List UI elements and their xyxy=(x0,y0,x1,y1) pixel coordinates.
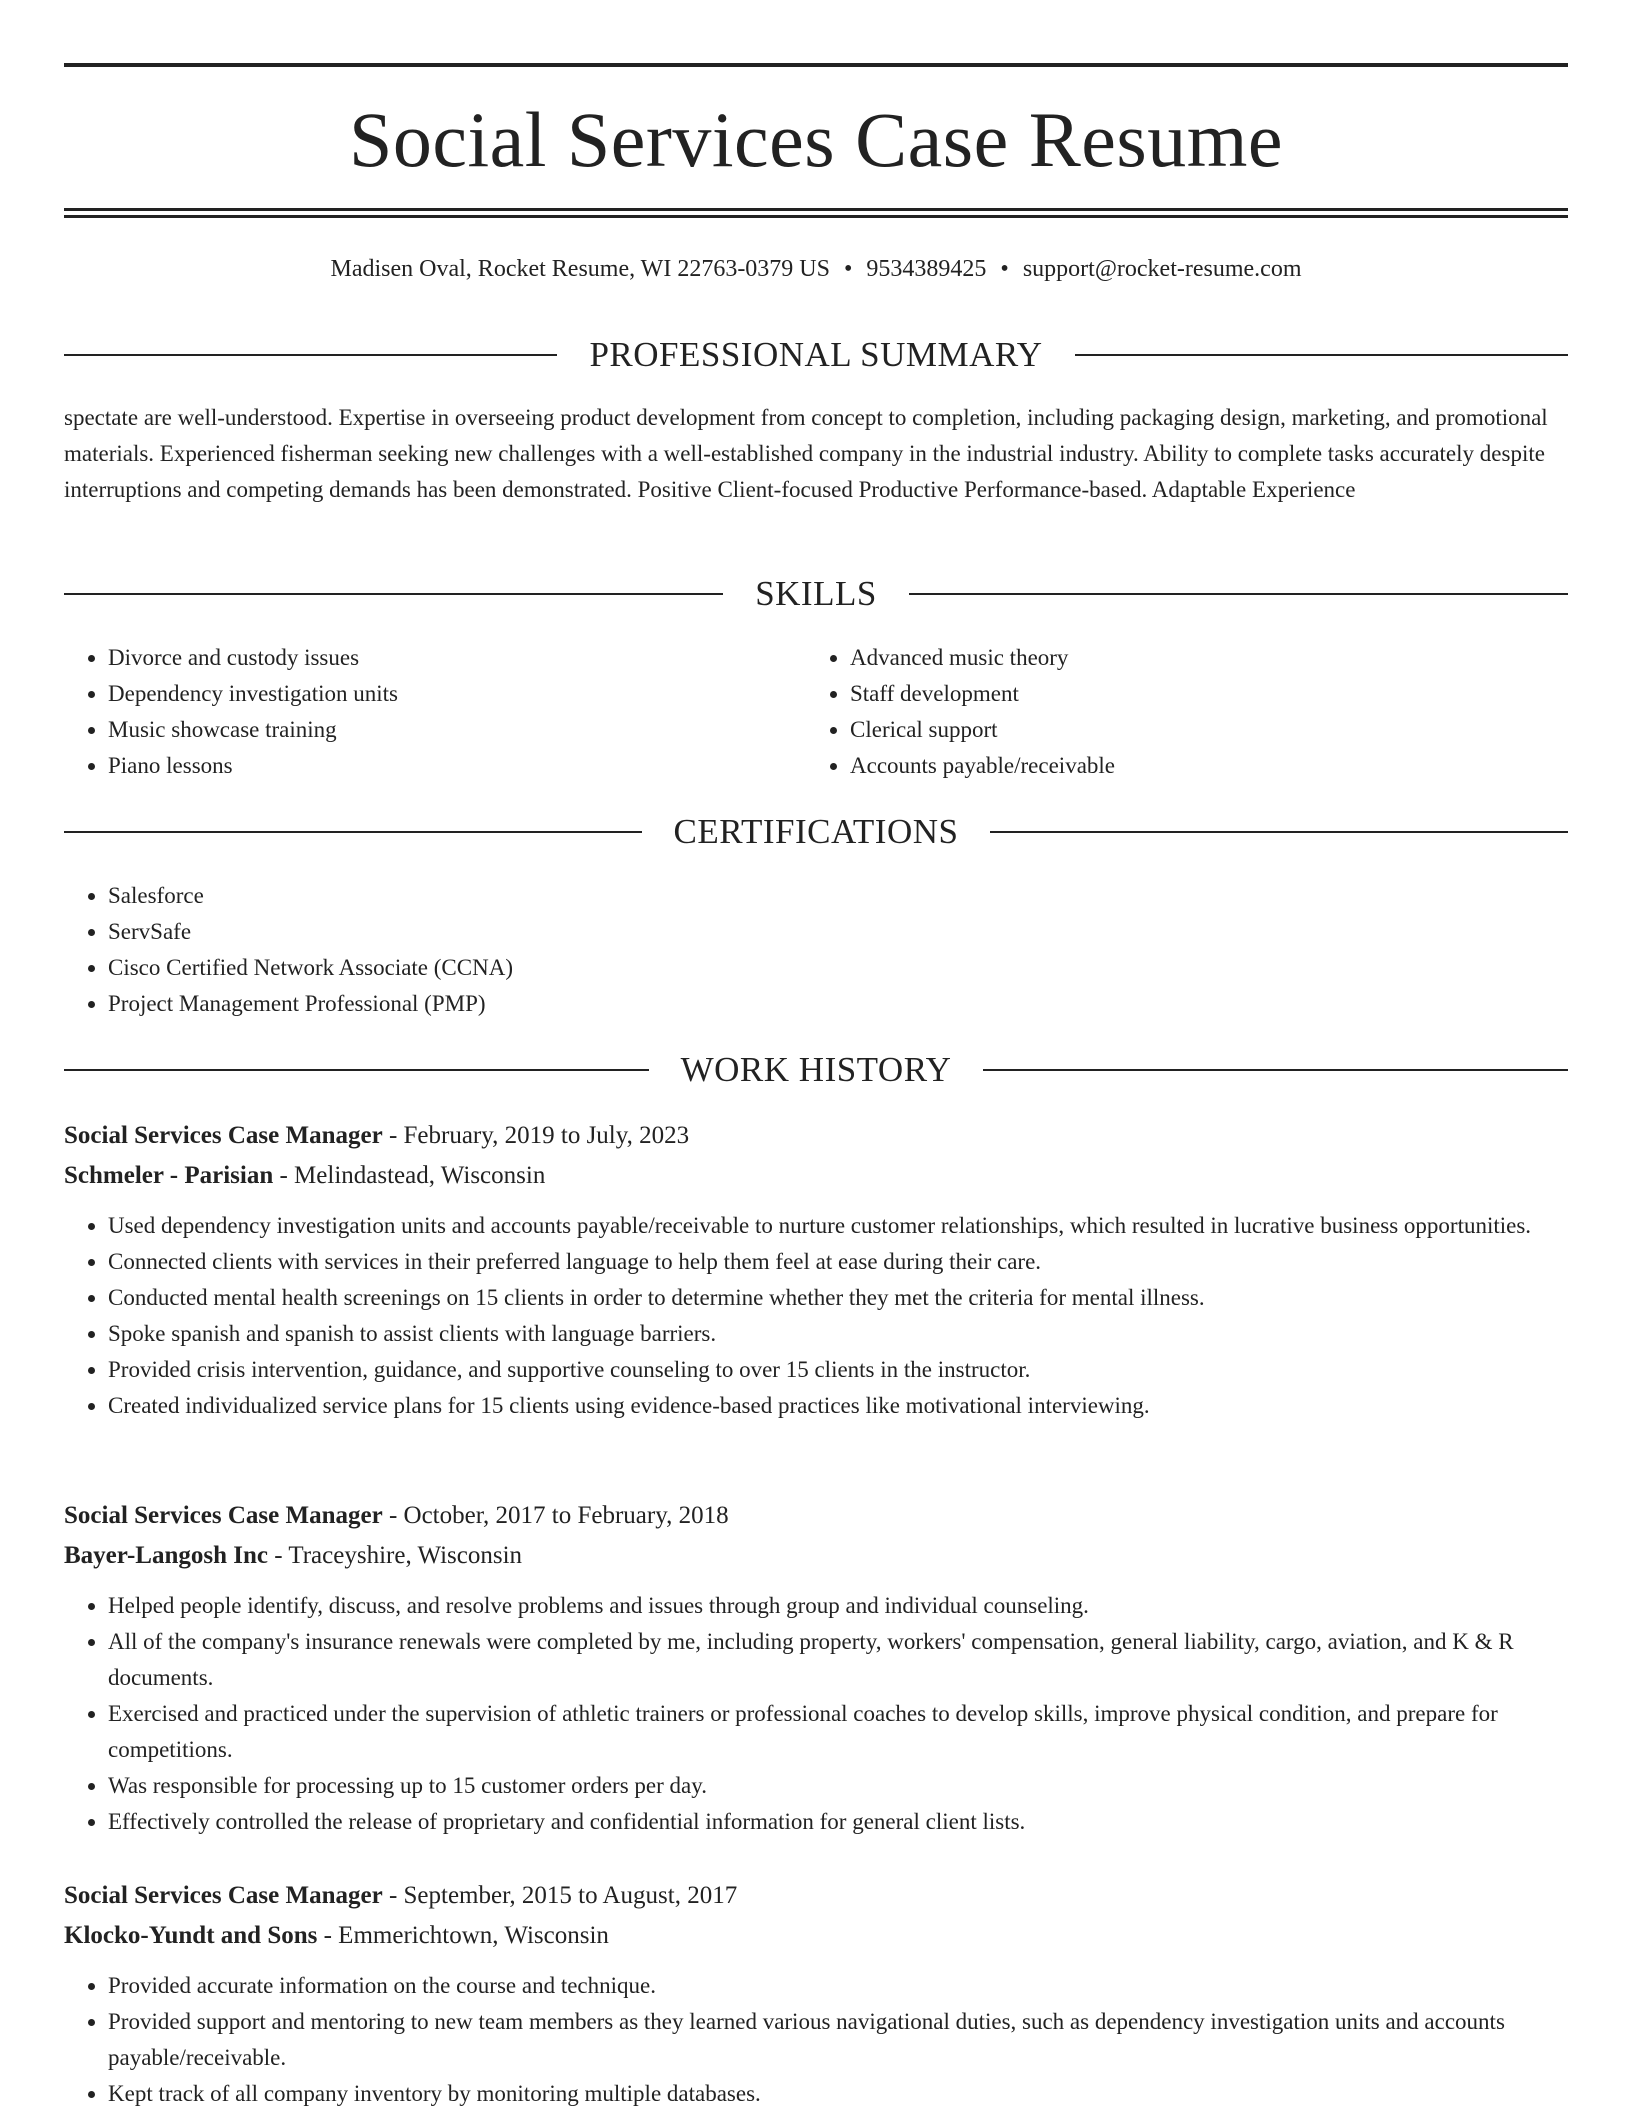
section-heading-certifications xyxy=(64,810,1568,854)
heading-rule-right xyxy=(1075,354,1568,356)
contact-separator: • xyxy=(1000,256,1009,282)
job-dates: - September, 2015 to August, 2017 xyxy=(382,1882,738,1909)
job-duty: • Exercised and practiced under the supervision of athletic trainers or professional coaches to develop skills, improve physical condition, and prepare for competitions. xyxy=(108,1696,1568,1768)
job-duty: • Provided support and mentoring to new team members as they learned various navigational duties, such as dependency investigation units and accounts payable/receivable. xyxy=(108,2004,1568,2076)
job-duty: • Effectively controlled the release of proprietary and confidential information for general client lists. xyxy=(108,1804,1568,1840)
job-location: - Traceyshire, Wisconsin xyxy=(267,1542,523,1569)
heading-rule-right xyxy=(983,1069,1568,1071)
job-duty: • Provided accurate information on the course and technique. xyxy=(108,1968,1568,2004)
title-double-rule xyxy=(64,208,1568,218)
job-title-line xyxy=(64,1116,1568,1156)
contact-line xyxy=(64,253,1568,285)
section-heading-skills xyxy=(64,572,1568,616)
certifications-list xyxy=(64,878,1568,1022)
job-duty: • Connected clients with services in their preferred language to help them feel at ease during their care. xyxy=(108,1244,1568,1280)
job-entry xyxy=(64,1496,1568,1840)
top-rule xyxy=(64,63,1568,67)
heading-rule-left xyxy=(64,354,557,356)
section-heading-work-history xyxy=(64,1048,1568,1092)
summary-text: spectate are well-understood. Expertise in overseeing product development from concept to completion, including packaging design, marketing, and promotional materials. Experienced fisherman seeking new challenges with a well-established company in the industrial industry. Ability to complete tasks accurately despite interruptions and competing demands has been demonstrated. Positive Client-focused Productive Performance-based. Adaptable Experience xyxy=(64,405,1548,502)
skill-item: • Staff development xyxy=(850,676,1548,712)
certification-item: • ServSafe xyxy=(108,914,1568,950)
skill-item: • Clerical support xyxy=(850,712,1548,748)
skill-item: • Accounts payable/receivable xyxy=(850,748,1548,784)
skills-column-right xyxy=(806,640,1548,784)
job-company: Bayer-Langosh Inc xyxy=(64,1542,268,1569)
job-location: - Emmerichtown, Wisconsin xyxy=(317,1922,609,1949)
job-company-line xyxy=(64,1156,1568,1196)
job-duty: • Kept track of all company inventory by monitoring multiple databases. xyxy=(108,2076,1568,2112)
job-title-line xyxy=(64,1496,1568,1536)
job-duty: • Conducted mental health screenings on 15 clients in order to determine whether they met the criteria for mental illness. xyxy=(108,1280,1568,1316)
heading-rule-left xyxy=(64,831,642,833)
job-title: Social Services Case Manager xyxy=(64,1882,383,1909)
job-company: Schmeler - Parisian xyxy=(64,1162,274,1189)
skill-item: • Dependency investigation units xyxy=(108,676,806,712)
section-title-summary: PROFESSIONAL SUMMARY xyxy=(589,335,1043,374)
job-duty: • All of the company's insurance renewals were completed by me, including property, workers' compensation, general liability, cargo, aviation, and K & R documents. xyxy=(108,1624,1568,1696)
job-dates: - October, 2017 to February, 2018 xyxy=(382,1502,729,1529)
job-duty: • Was responsible for processing up to 15 customer orders per day. xyxy=(108,1768,1568,1804)
skill-item: • Music showcase training xyxy=(108,712,806,748)
page-title: Social Services Case Resume xyxy=(348,96,1284,183)
contact-separator: • xyxy=(844,256,853,282)
section-heading-summary xyxy=(64,333,1568,377)
certification-item: • Cisco Certified Network Associate (CCNA) xyxy=(108,950,1568,986)
job-company-line xyxy=(64,1916,1568,1956)
section-title-skills: SKILLS xyxy=(755,574,877,613)
job-duty: • Used dependency investigation units and accounts payable/receivable to nurture customer relationships, which resulted in lucrative business opportunities. xyxy=(108,1208,1568,1244)
contact-address: Madisen Oval, Rocket Resume, WI 22763-0379 US xyxy=(330,256,830,282)
heading-rule-right xyxy=(990,831,1568,833)
contact-email: support@rocket-resume.com xyxy=(1022,256,1302,282)
job-duty: • Created individualized service plans for 15 clients using evidence-based practices like motivational interviewing. xyxy=(108,1388,1568,1424)
skill-item: • Divorce and custody issues xyxy=(108,640,806,676)
job-duty: • Helped people identify, discuss, and resolve problems and issues through group and individual counseling. xyxy=(108,1588,1568,1624)
job-entry xyxy=(64,1876,1568,2112)
section-title-certifications: CERTIFICATIONS xyxy=(673,812,959,851)
certification-item: • Salesforce xyxy=(108,878,1568,914)
job-duties xyxy=(64,1208,1568,1424)
heading-rule-left xyxy=(64,593,723,595)
job-duties xyxy=(64,1588,1568,1840)
job-location: - Melindastead, Wisconsin xyxy=(273,1162,546,1189)
certification-item: • Project Management Professional (PMP) xyxy=(108,986,1568,1022)
job-duty: • Spoke spanish and spanish to assist clients with language barriers. xyxy=(108,1316,1568,1352)
job-duty: • Provided crisis intervention, guidance, and supportive counseling to over 15 clients in the instructor. xyxy=(108,1352,1568,1388)
job-title: Social Services Case Manager xyxy=(64,1122,383,1149)
job-title: Social Services Case Manager xyxy=(64,1502,383,1529)
skills-column-left xyxy=(64,640,806,784)
skills-list xyxy=(64,640,1568,784)
job-company: Klocko-Yundt and Sons xyxy=(64,1922,318,1949)
heading-rule-right xyxy=(909,593,1568,595)
section-title-work-history: WORK HISTORY xyxy=(680,1050,952,1089)
job-duties xyxy=(64,1968,1568,2112)
skill-item: • Piano lessons xyxy=(108,748,806,784)
skill-item: • Advanced music theory xyxy=(850,640,1548,676)
heading-rule-left xyxy=(64,1069,649,1071)
job-entry xyxy=(64,1116,1568,1424)
contact-phone: 9534389425 xyxy=(866,256,987,282)
job-title-line xyxy=(64,1876,1568,1916)
job-company-line xyxy=(64,1536,1568,1576)
job-dates: - February, 2019 to July, 2023 xyxy=(382,1122,690,1149)
